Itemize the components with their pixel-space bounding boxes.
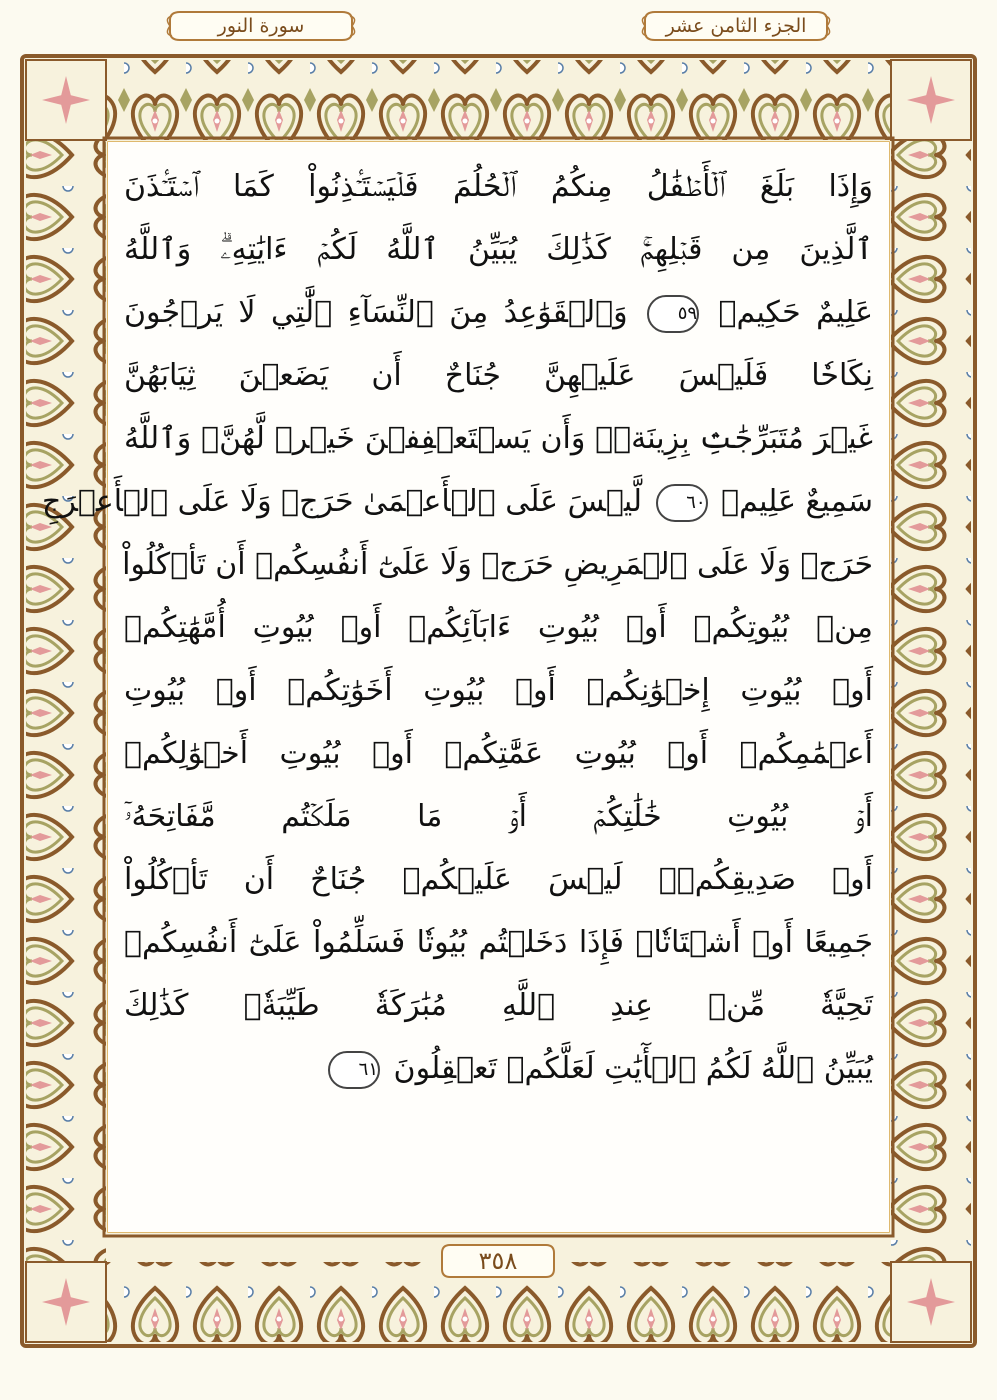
text-line-3: عَلِيمٌ حَكِيمٞ ٥٩ وَٱلۡقَوَٰعِدُ مِنَ ٱلنِّسَآءِ ٱلَّٰتِي لَا يَرۡجُونَ [124, 276, 873, 350]
ayah-marker-61: ٦١ [328, 1051, 380, 1089]
text-line-13: جَمِيعًا أَوۡ أَشۡتَاتٗاۚ فَإِذَا دَخَلۡتُم بُيُوتٗا فَسَلِّمُواْ عَلَىٰٓ أَنفُسِكُمۡ [124, 925, 873, 960]
text-line-9: أَوۡ بُيُوتِ إِخۡوَٰنِكُمۡ أَوۡ بُيُوتِ أَخَوَٰتِكُمۡ أَوۡ بُيُوتِ [124, 673, 873, 708]
page-number [438, 1241, 558, 1281]
text-line-2: ٱلَّذِينَ مِن قَبۡلِهِمۡۚ كَذَٰلِكَ يُبَيِّنُ ٱللَّهُ لَكُمۡ ءَايَٰتِهِۦۗ وَٱللَّهُ [124, 232, 873, 267]
text-line-6: سَمِيعٌ عَلِيمٞ ٦٠ لَّيۡسَ عَلَى ٱلۡأَعۡمَىٰ حَرَجٞ وَلَا عَلَى ٱلۡأَعۡرَجِ [124, 465, 873, 539]
text-line-12: أَوۡ صَدِيقِكُمۡۚ لَيۡسَ عَلَيۡكُمۡ جُنَاحٌ أَن تَأۡكُلُواْ [124, 862, 873, 897]
text-line-8: مِنۢ بُيُوتِكُمۡ أَوۡ بُيُوتِ ءَابَآئِكُمۡ أَوۡ بُيُوتِ أُمَّهَٰتِكُمۡ [124, 610, 873, 645]
ayah-marker-59: ٥٩ [647, 295, 699, 333]
text-line-11: أَوۡ بُيُوتِ خَٰلَٰتِكُمۡ أَوۡ مَا مَلَكۡتُم مَّفَاتِحَهُۥٓ [124, 799, 873, 834]
text-line-14: تَحِيَّةٗ مِّنۡ عِندِ ٱللَّهِ مُبَٰرَكَةٗ طَيِّبَةٗۚ كَذَٰلِكَ [124, 988, 873, 1023]
text-line-15: يُبَيِّنُ ٱللَّهُ لَكُمُ ٱلۡأٓيَٰتِ لَعَلَّكُمۡ تَعۡقِلُونَ ٦١ [124, 1032, 873, 1106]
text-line-4: نِكَاحٗا فَلَيۡسَ عَلَيۡهِنَّ جُنَاحٌ أَن يَضَعۡنَ ثِيَابَهُنَّ [124, 358, 873, 393]
ayah-marker-60: ٦٠ [656, 484, 708, 522]
quran-text [41, 150, 887, 1225]
juz-name-text: الجزء الثامن عشر [665, 15, 807, 37]
text-line-5: غَيۡرَ مُتَبَرِّجَٰتِۢ بِزِينَةٖۖ وَأَن يَسۡتَعۡفِفۡنَ خَيۡرٞ لَّهُنَّۗ وَٱللَّهُ [124, 421, 873, 456]
text-line-10: أَعۡمَٰمِكُمۡ أَوۡ بُيُوتِ عَمَّٰتِكُمۡ أَوۡ بُيُوتِ أَخۡوَٰلِكُمۡ [124, 736, 873, 771]
text-line-1: وَإِذَا بَلَغَ ٱلۡأَطۡفَٰلُ مِنكُمُ ٱلۡحُلُمَ فَلۡيَسۡتَـٔۡذِنُواْ كَمَا ٱسۡتَـٔۡذَنَ [124, 169, 873, 204]
juz-name-header [641, 6, 831, 46]
page-number-text: ٣٥٨ [478, 1247, 518, 1275]
text-line-7: حَرَجٞ وَلَا عَلَى ٱلۡمَرِيضِ حَرَجٞ وَلَا عَلَىٰٓ أَنفُسِكُمۡ أَن تَأۡكُلُواْ [122, 547, 873, 582]
surah-name-text: سورة النور [217, 15, 305, 37]
surah-name-header [166, 6, 356, 46]
